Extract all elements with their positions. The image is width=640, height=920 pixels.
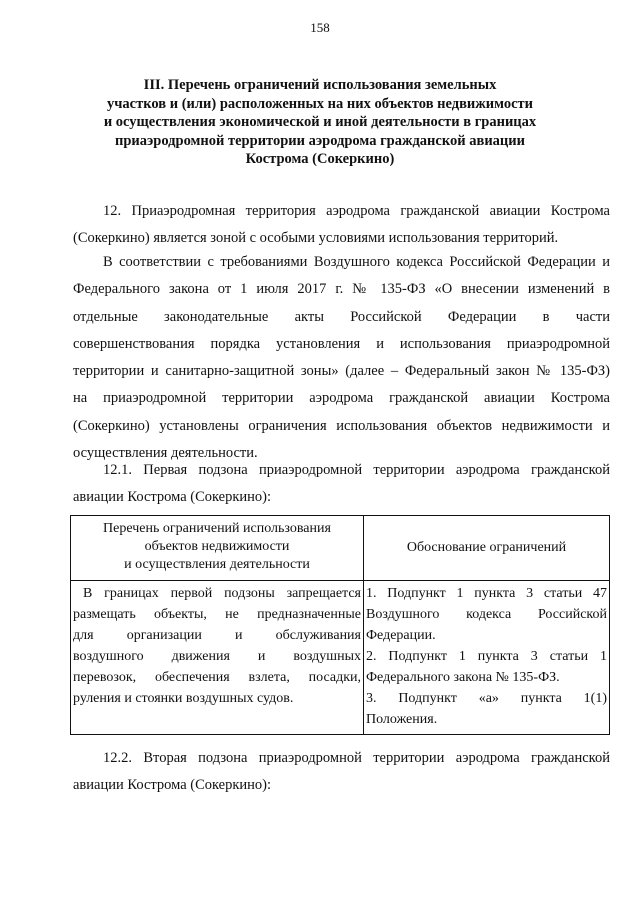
- paragraph-12: [73, 198, 610, 253]
- header-line: Перечень ограничений использования: [103, 521, 331, 536]
- restrictions-table: [70, 515, 610, 735]
- table-header-justification: Обоснование ограничений: [364, 516, 610, 581]
- text-line: на приаэродромной территории аэродрома гражданской авиации Кострома: [73, 390, 610, 407]
- heading-line: III. Перечень ограничений использования земельных: [143, 77, 497, 93]
- table-header-row: [71, 516, 610, 581]
- cell-line: перевозок, обеспечения взлета, посадки,: [73, 670, 361, 685]
- text-line: совершенствования порядка установления и использования приаэродромной: [73, 335, 610, 352]
- cell-line: воздушного движения и воздушных: [73, 649, 361, 664]
- table-header-restrictions: [71, 516, 364, 581]
- cell-line: Федерального закона № 135-ФЗ.: [366, 670, 560, 685]
- cell-line: 2. Подпункт 1 пункта 3 статьи 1: [366, 649, 607, 664]
- text-line: осуществления деятельности.: [73, 445, 258, 462]
- text-line: (Сокеркино) является зоной с особыми условиями использования территорий.: [73, 230, 559, 247]
- text-line: отдельные законодательные акты Российской Федерации в части: [73, 308, 610, 325]
- text-line: авиации Кострома (Сокеркино):: [73, 489, 272, 506]
- heading-line: участков и (или) расположенных на них объектов недвижимости: [106, 95, 533, 112]
- cell-line: размещать объекты, не предназначенные: [73, 607, 361, 622]
- text-line: авиации Кострома (Сокеркино):: [73, 777, 272, 794]
- text-line: 12.1. Первая подзона приаэродромной территории аэродрома гражданской: [103, 462, 610, 478]
- cell-line: Федерации.: [366, 628, 436, 643]
- heading-line: Кострома (Сокеркино): [245, 151, 395, 167]
- paragraph-accordance: [73, 249, 610, 467]
- heading-line: и осуществления экономической и иной деятельности в границах: [103, 114, 537, 130]
- page-number: 158: [310, 20, 330, 35]
- paragraph-12-2: [73, 745, 610, 800]
- text-line: 12.2. Вторая подзона приаэродромной территории аэродрома гражданской: [103, 750, 610, 766]
- cell-line: Положения.: [366, 712, 438, 727]
- cell-line: Воздушного кодекса Российской: [366, 607, 607, 622]
- text-line: территории и санитарно-защитной зоны» (далее – Федеральный закон № 135-ФЗ): [73, 363, 610, 380]
- text-line: (Сокеркино) установлены ограничения использования объектов недвижимости и: [73, 417, 610, 434]
- section-heading: [60, 76, 580, 169]
- cell-line: 1. Подпункт 1 пункта 3 статьи 47: [366, 586, 607, 601]
- cell-line: 3. Подпункт «а» пункта 1(1): [366, 691, 607, 706]
- table-row: [71, 581, 610, 735]
- text-line: Федерального закона от 1 июля 2017 г. № 135-ФЗ «О внесении изменений в: [73, 281, 610, 298]
- header-line: и осуществления деятельности: [124, 557, 310, 572]
- text-line: В соответствии с требованиями Воздушного кодекса Российской Федерации и: [103, 254, 610, 270]
- table-cell-restrictions: [71, 581, 364, 735]
- heading-line: приаэродромной территории аэродрома гражданской авиации: [114, 132, 525, 149]
- header-line: объектов недвижимости: [144, 539, 290, 554]
- table-cell-justification: [364, 581, 610, 735]
- text-line: 12. Приаэродромная территория аэродрома гражданской авиации Кострома: [103, 203, 610, 219]
- cell-line: В границах первой подзоны запрещается: [83, 586, 361, 601]
- cell-line: руления и стоянки воздушных судов.: [73, 691, 294, 706]
- paragraph-12-1: [73, 457, 610, 512]
- cell-line: для организации и обслуживания: [73, 628, 361, 643]
